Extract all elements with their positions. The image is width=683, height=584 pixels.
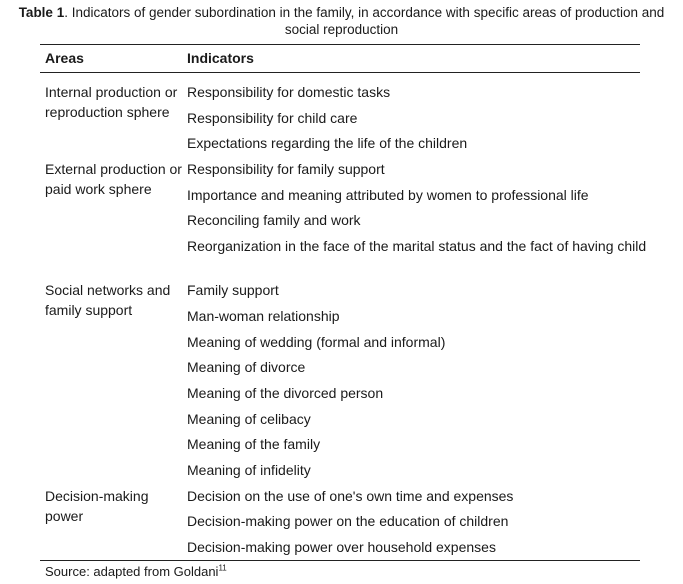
- indicator: Importance and meaning attributed by women to professional life: [187, 187, 589, 203]
- area-social-networks: Social networks and family support: [45, 282, 171, 318]
- indicator: Responsibility for child care: [187, 110, 358, 126]
- table-label: Table 1: [18, 5, 65, 20]
- header-rule: [40, 72, 640, 73]
- indicator: Decision-making power over household expenses: [187, 539, 496, 555]
- header-indicators: Indicators: [187, 50, 254, 66]
- indicator: Meaning of infidelity: [187, 462, 311, 478]
- indicator: Decision-making power on the education of children: [187, 513, 509, 529]
- indicator: Reorganization in the face of the marital status and the fact of having child: [187, 238, 647, 254]
- indicator: Meaning of the divorced person: [187, 385, 384, 401]
- indicator: Family support: [187, 282, 279, 298]
- bottom-rule: [40, 560, 640, 561]
- table-caption-text: . Indicators of gender subordination in the family, in accordance with specific areas of production and social reproduction: [64, 5, 665, 37]
- area-external-production: External production or paid work sphere: [45, 161, 182, 197]
- indicator: Responsibility for family support: [187, 161, 385, 177]
- header-areas: Areas: [45, 50, 84, 66]
- indicator: Expectations regarding the life of the children: [187, 135, 468, 151]
- top-rule: [40, 44, 640, 45]
- source-text: Source: adapted from Goldani: [45, 564, 219, 579]
- indicator: Meaning of celibacy: [187, 411, 311, 427]
- indicator: Decision on the use of one's own time and expenses: [187, 488, 514, 504]
- indicator: Man-woman relationship: [187, 308, 340, 324]
- indicator: Meaning of divorce: [187, 359, 306, 375]
- table-source: [45, 564, 227, 579]
- indicator: Reconciling family and work: [187, 212, 361, 228]
- area-internal-production: Internal production or reproduction sphere: [45, 84, 178, 120]
- area-decision-making: Decision-making power: [45, 488, 149, 524]
- source-reference: 11: [218, 563, 227, 573]
- table-caption: [0, 4, 683, 38]
- indicator: Meaning of the family: [187, 436, 321, 452]
- indicator: Meaning of wedding (formal and informal): [187, 334, 446, 350]
- indicator: Responsibility for domestic tasks: [187, 84, 391, 100]
